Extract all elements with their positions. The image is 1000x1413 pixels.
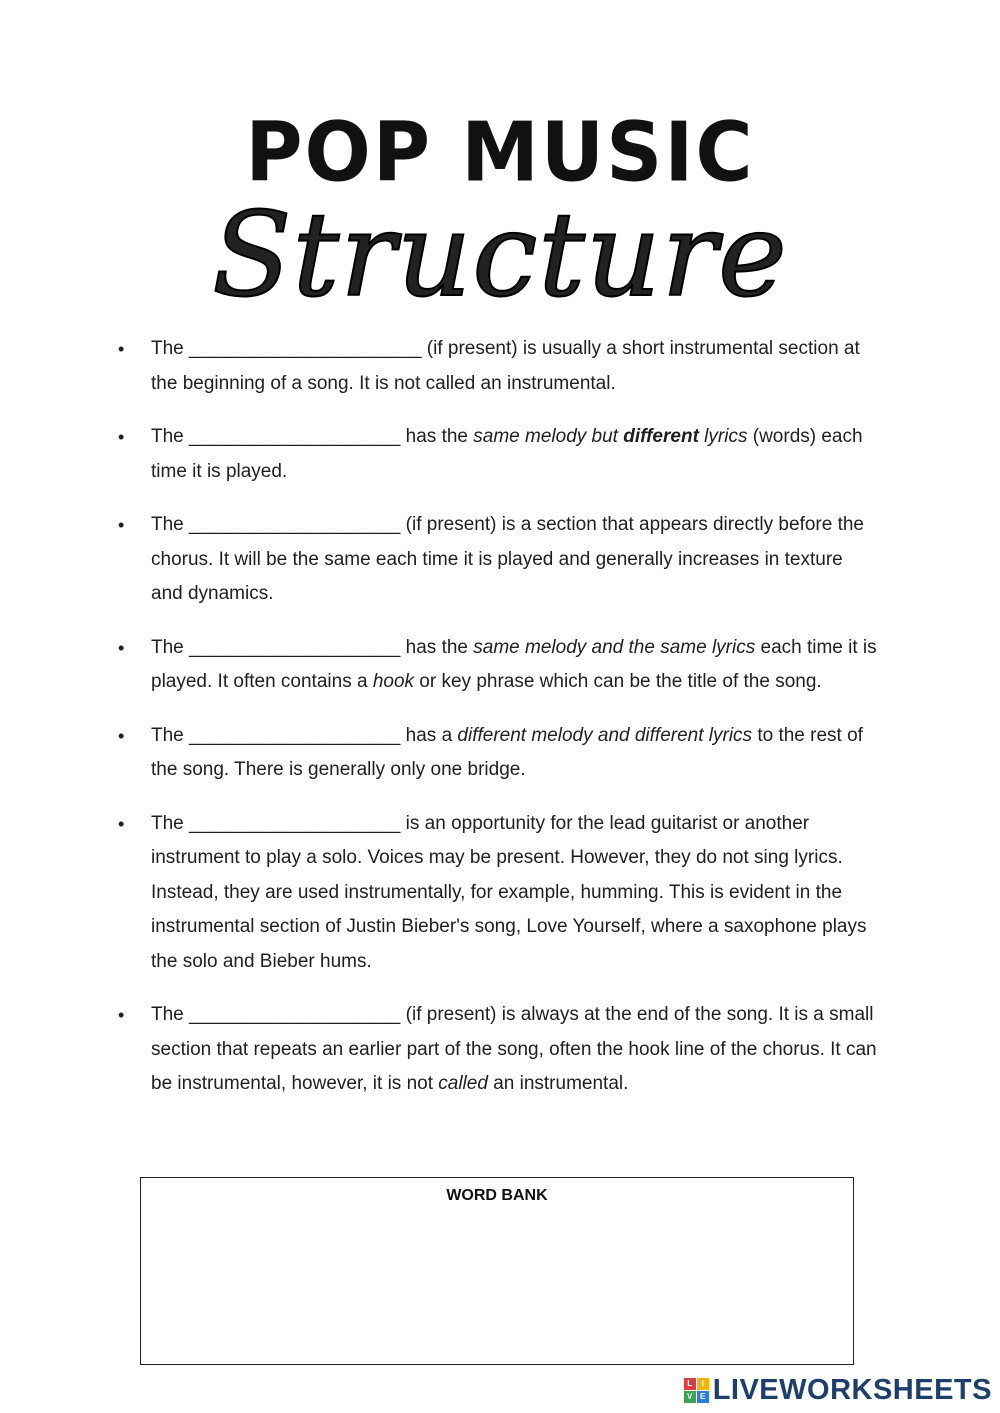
sentence-text: (if present) is a section that appears directly before the chorus. It will be the same each time it is played and generally increases in texture and dynamics.	[151, 514, 865, 604]
fill-in-blank[interactable]: ____________________	[189, 636, 401, 658]
sentence-text: has the	[400, 426, 474, 447]
title-structure: Structure	[212, 188, 788, 323]
sentence-text: each time it is played. It often contains a	[151, 636, 877, 692]
sentence-item	[118, 807, 878, 980]
fill-in-blank[interactable]: ______________________	[189, 338, 422, 359]
sentence-text: to the rest of the song. There is generally only one bridge.	[151, 724, 863, 780]
sentence-text: is an opportunity for the lead guitarist or another instrument to play a solo. Voices may be present. However, they do not sing lyrics. Instead, they are used instrumentally, for example, humming. This is evident in the instrumental section of Justin Bieber's song, Love Yourself, where a saxophone plays the solo and Bieber hums.	[151, 812, 867, 972]
sentence-text: lyrics	[698, 426, 748, 447]
sentence-text: called	[438, 1073, 488, 1094]
sentence-text: (words) each time it is played.	[151, 426, 863, 482]
logo-square: L	[684, 1378, 696, 1390]
sentence-item	[118, 998, 878, 1102]
title-pop-music: POP MUSIC	[245, 105, 755, 201]
sentence-text: The	[151, 636, 190, 658]
sentence-text: (if present) is usually a short instrumental section at the beginning of a song. It is not called an instrumental.	[151, 338, 860, 394]
fill-in-blank[interactable]: ____________________	[189, 812, 401, 834]
sentence-text: The	[151, 1004, 190, 1025]
sentence-text: The	[151, 514, 190, 535]
sentence-text: an instrumental.	[487, 1073, 629, 1094]
logo-square: I	[697, 1378, 709, 1390]
fill-in-blank[interactable]: ____________________	[189, 426, 401, 447]
sentence-text: (if present) is always at the end of the song. It is a small section that repeats an earlier part of the song, often the hook line of the chorus. It can be instrumental, however, it is not	[151, 1004, 877, 1094]
word-bank-title: WORD BANK	[446, 1187, 548, 1204]
sentence-text: same melody but	[473, 426, 624, 447]
liveworksheets-logo-icon	[684, 1378, 709, 1403]
logo-square: E	[697, 1391, 709, 1403]
sentence-text: The	[151, 724, 190, 746]
sentence-text: The	[151, 426, 190, 447]
sentence-text: has a	[400, 724, 458, 746]
word-bank-box	[140, 1177, 854, 1365]
sentence-text: The	[151, 338, 190, 359]
sentence-text: different melody and different lyrics	[457, 724, 753, 746]
sentence-item	[118, 332, 878, 401]
sentence-list	[118, 332, 878, 1121]
sentence-item	[118, 508, 878, 612]
logo-square: V	[684, 1391, 696, 1403]
sentence-text: or key phrase which can be the title of the song.	[414, 671, 822, 692]
fill-in-blank[interactable]: ____________________	[189, 724, 401, 746]
sentence-item	[118, 631, 878, 700]
sentence-text: different	[623, 426, 699, 447]
sentence-text: The	[151, 812, 190, 834]
brand-name: LIVEWORKSHEETS	[712, 1374, 992, 1406]
sentence-item	[118, 719, 878, 788]
sentence-text: has the	[400, 636, 474, 658]
fill-in-blank[interactable]: ____________________	[189, 514, 401, 535]
sentence-item	[118, 420, 878, 489]
fill-in-blank[interactable]: ____________________	[189, 1004, 401, 1025]
sentence-text: hook	[372, 671, 415, 692]
sentence-text: same melody and the same lyrics	[473, 636, 756, 658]
footer-logo	[684, 1374, 992, 1407]
